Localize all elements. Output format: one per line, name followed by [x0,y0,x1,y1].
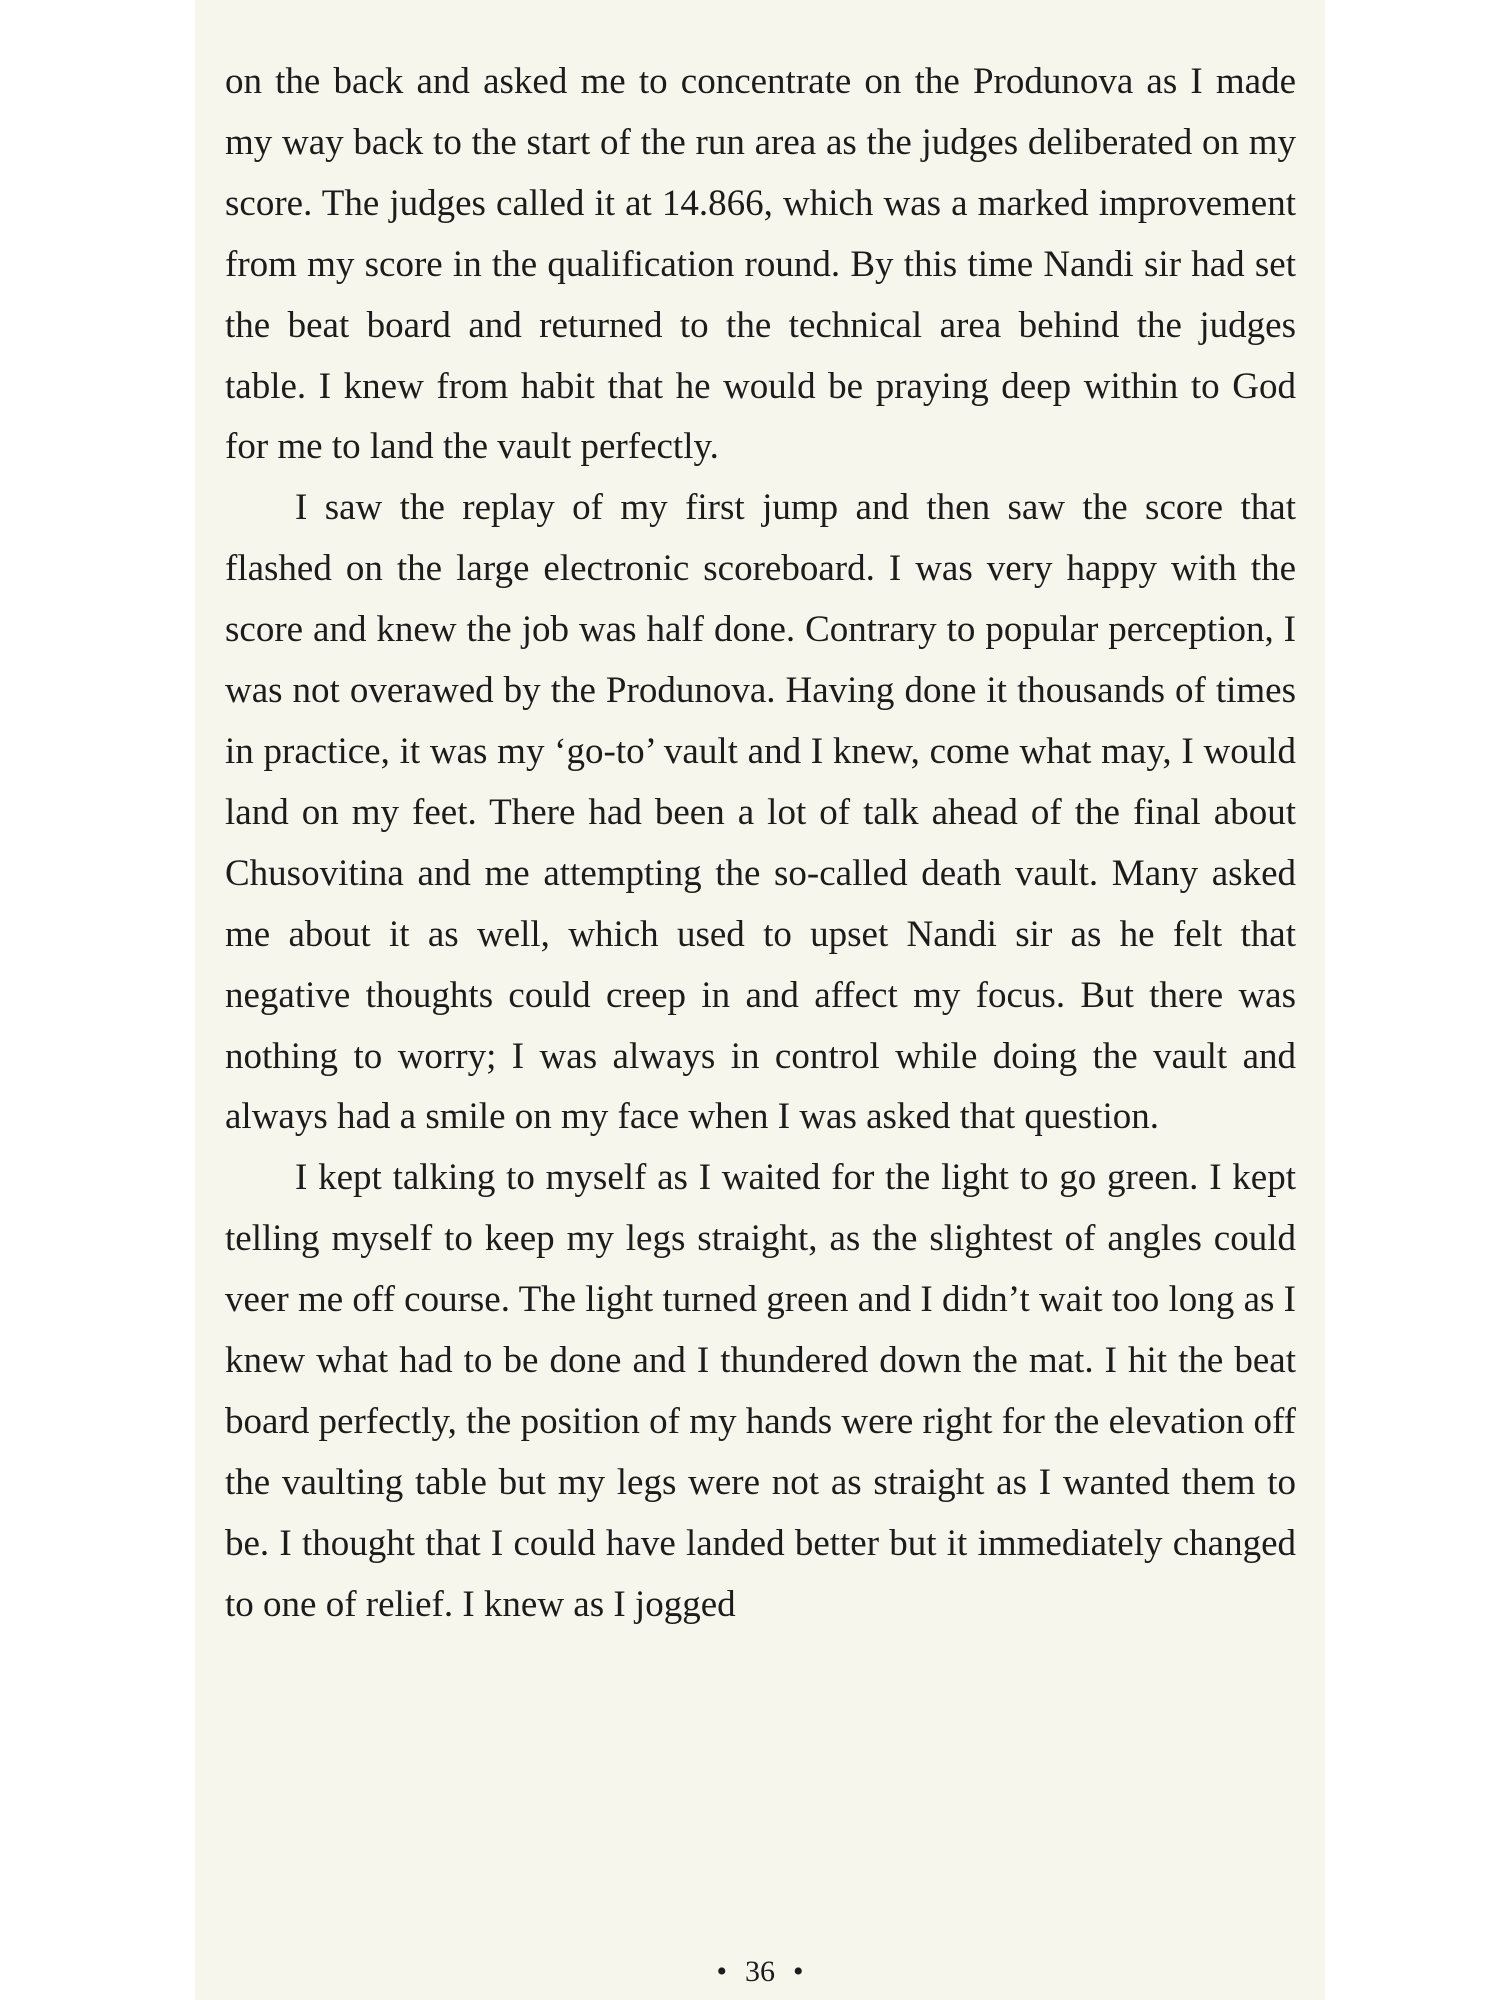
paragraph-1: on the back and asked me to concentrate on the Produnova as I made my way back to the start of the run area as the judges deliberated on my score. The judges called it at 14.866, which was a marked improvement from my score in the qualification round. By this time Nandi sir had set the beat board and returned to the technical area behind the judges table. I knew from habit that he would be praying deep within to God for me to land the vault perfectly. [225,61,1296,468]
footer-bullet-left: • [716,1955,727,1988]
paragraph-3: I kept talking to myself as I waited for the light to go green. I kept telling myself to keep my legs straight, as the slightest of angles could veer me off course. The light turned green and I didn’t wait too long as I knew what had to be done and I thundered down the mat. I hit the beat board perfectly, the position of my hands were right for the elevation off the vaulting table but my legs were not as straight as I wanted them to be. I thought that I could have landed better but it immediately changed to one of relief. I knew as I jogged [225,1157,1296,1625]
footer-bullet-right: • [793,1955,804,1988]
page-number: 36 [745,1955,775,1988]
body-text [225,52,1296,1636]
book-page [195,0,1325,2000]
page-footer [195,1955,1325,1989]
paragraph-2: I saw the replay of my first jump and then saw the score that flashed on the large electronic scoreboard. I was very happy with the score and knew the job was half done. Contrary to popular perception, I was not overawed by the Produnova. Having done it thousands of times in practice, it was my ‘go-to’ vault and I knew, come what may, I would land on my feet. There had been a lot of talk ahead of the final about Chusovitina and me attempting the so-called death vault. Many asked me about it as well, which used to upset Nandi sir as he felt that negative thoughts could creep in and affect my focus. But there was nothing to worry; I was always in control while doing the vault and always had a smile on my face when I was asked that question. [225,487,1296,1138]
